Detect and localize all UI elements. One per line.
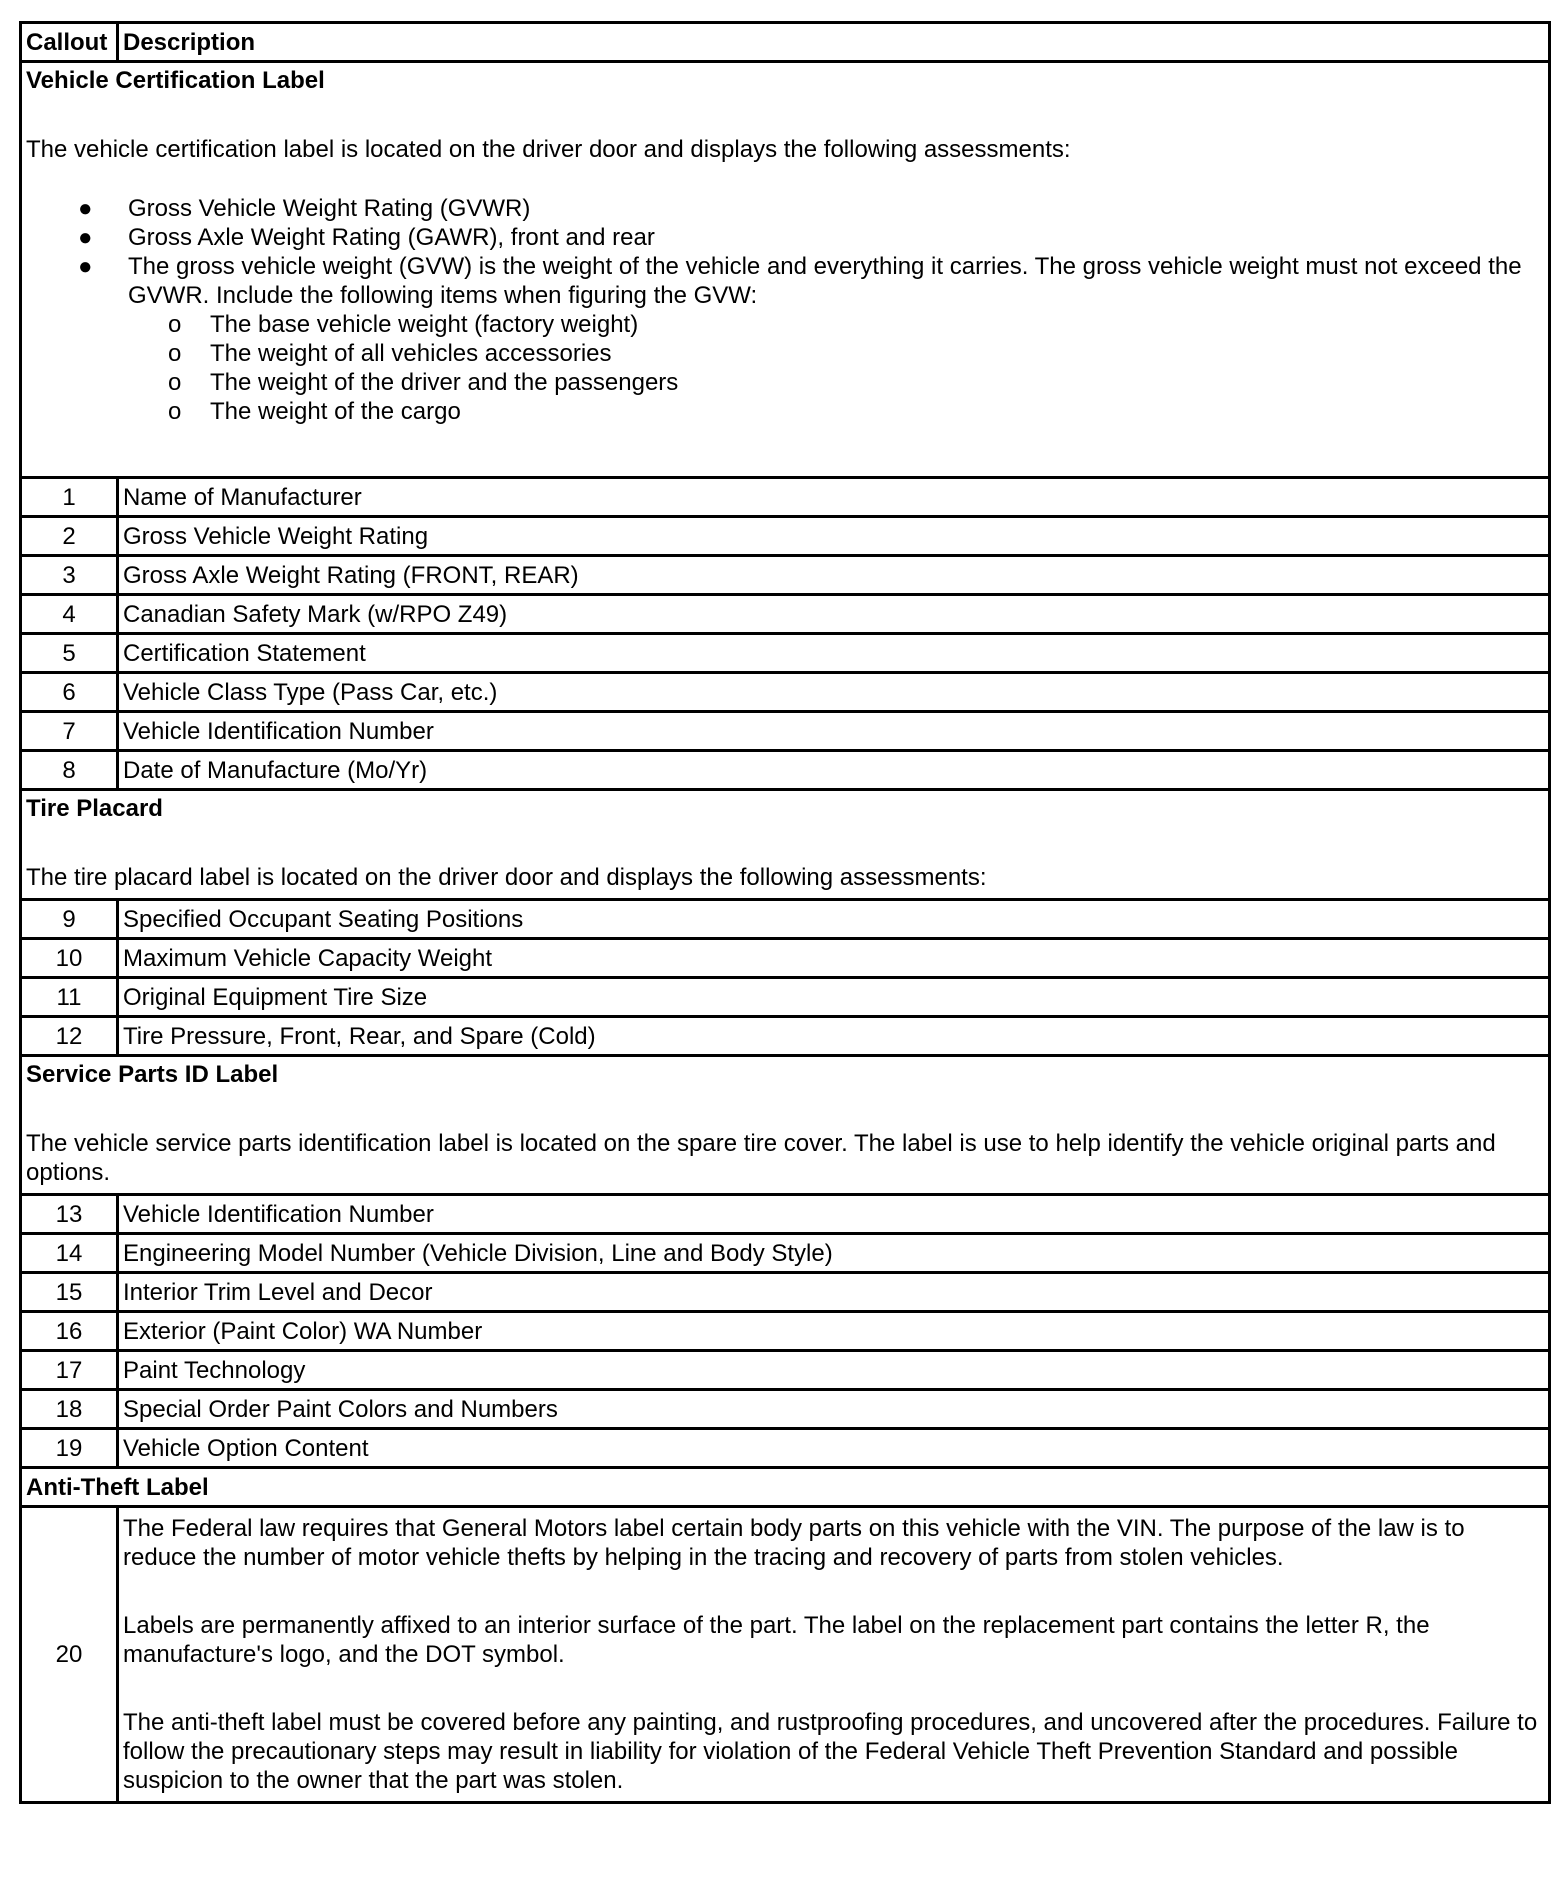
table-row (21, 939, 1550, 978)
section-vehicle-certification (21, 62, 1550, 478)
callout-number: 9 (21, 900, 118, 939)
section-service-parts-id (21, 1056, 1550, 1195)
bullet-icon: ● (78, 195, 93, 222)
table-row (21, 712, 1550, 751)
callout-table (19, 21, 1551, 1804)
table-row (21, 751, 1550, 790)
callout-description (118, 1507, 1550, 1803)
callout-number: 6 (21, 673, 118, 712)
list-item: ● Gross Vehicle Weight Rating (GVWR) (78, 195, 531, 222)
table-row (21, 478, 1550, 517)
callout-description: Tire Pressure, Front, Rear, and Spare (Cold) (118, 1017, 1550, 1056)
callout-number: 14 (21, 1234, 118, 1273)
bullet-icon: ● (78, 224, 93, 251)
anti-theft-paragraph: The anti-theft label must be covered before any painting, and rustproofing procedures, and uncovered after the procedures. Failure to follow the precautionary steps may result in liability for violation of the Federal Vehicle Theft Prevention Standard and possible suspicion to the owner that the part was stolen. (123, 1709, 1538, 1794)
anti-theft-paragraph: The Federal law requires that General Motors label certain body parts on this vehicle with the VIN. The purpose of the law is to reduce the number of motor vehicle thefts by helping in the tracing and recovery of parts from stolen vehicles. (123, 1515, 1465, 1571)
callout-description: Maximum Vehicle Capacity Weight (118, 939, 1550, 978)
section-cell (21, 62, 1550, 478)
section-title: Tire Placard (26, 795, 163, 822)
table-row (21, 1390, 1550, 1429)
callout-number: 13 (21, 1195, 118, 1234)
table-row (21, 595, 1550, 634)
table-row (21, 634, 1550, 673)
table-row (21, 1507, 1550, 1803)
table-row (21, 556, 1550, 595)
callout-number: 10 (21, 939, 118, 978)
header-description: Description (118, 23, 1550, 62)
anti-theft-paragraph: Labels are permanently affixed to an interior surface of the part. The label on the replacement part contains the letter R, the manufacture's logo, and the DOT symbol. (123, 1612, 1430, 1668)
callout-number: 3 (21, 556, 118, 595)
callout-description: Vehicle Option Content (118, 1429, 1550, 1468)
sub-list-item: o The base vehicle weight (factory weight) (168, 311, 639, 338)
table-row (21, 1234, 1550, 1273)
callout-number: 17 (21, 1351, 118, 1390)
callout-description: Paint Technology (118, 1351, 1550, 1390)
callout-description: Exterior (Paint Color) WA Number (118, 1312, 1550, 1351)
table-row (21, 1195, 1550, 1234)
table-row (21, 978, 1550, 1017)
callout-number: 2 (21, 517, 118, 556)
section-cell (21, 790, 1550, 900)
section-cell (21, 1056, 1550, 1195)
list-item: ● The gross vehicle weight (GVW) is the weight of the vehicle and everything it carries. The gross vehicle weight must not exceed the GVWR. Include the following items when figuring the GVW: o The base vehicle weight (factory weight) o The weight of all vehicles accessories o The weight of the driver and the passengers o The weight of the cargo (26, 252, 1544, 426)
section-intro: The vehicle service parts identification label is located on the spare tire cover. The label is use to help identify the vehicle original parts and options. (26, 1130, 1496, 1186)
table-row (21, 1017, 1550, 1056)
callout-number: 11 (21, 978, 118, 1017)
callout-document (19, 21, 1548, 1804)
callout-description: Date of Manufacture (Mo/Yr) (118, 751, 1550, 790)
circle-bullet-icon: o (168, 369, 182, 396)
table-row (21, 900, 1550, 939)
table-row (21, 1312, 1550, 1351)
list-item: ● Gross Axle Weight Rating (GAWR), front and rear (78, 224, 655, 251)
circle-bullet-icon: o (168, 311, 182, 338)
callout-description: Certification Statement (118, 634, 1550, 673)
callout-number: 20 (21, 1507, 118, 1803)
table-row (21, 1351, 1550, 1390)
header-callout: Callout (21, 23, 118, 62)
section-intro: The tire placard label is located on the driver door and displays the following assessments: (26, 864, 987, 891)
callout-description: Name of Manufacturer (118, 478, 1550, 517)
section-title: Anti-Theft Label (21, 1468, 1550, 1507)
table-row (21, 1273, 1550, 1312)
sub-list-item: o The weight of the driver and the passengers (168, 369, 679, 396)
callout-number: 4 (21, 595, 118, 634)
callout-description: Interior Trim Level and Decor (118, 1273, 1550, 1312)
callout-description: Specified Occupant Seating Positions (118, 900, 1550, 939)
circle-bullet-icon: o (168, 398, 182, 425)
section-title: Service Parts ID Label (26, 1061, 279, 1088)
bullet-list (26, 194, 1544, 426)
callout-description: Special Order Paint Colors and Numbers (118, 1390, 1550, 1429)
bullet-icon: ● (78, 253, 93, 280)
callout-number: 15 (21, 1273, 118, 1312)
section-anti-theft (21, 1468, 1550, 1507)
callout-description: Vehicle Class Type (Pass Car, etc.) (118, 673, 1550, 712)
table-row (21, 517, 1550, 556)
sub-list-item: o The weight of all vehicles accessories (168, 340, 612, 367)
section-tire-placard (21, 790, 1550, 900)
sub-bullet-list (128, 310, 1544, 426)
table-header-row (21, 23, 1550, 62)
callout-description: Gross Axle Weight Rating (FRONT, REAR) (118, 556, 1550, 595)
callout-description: Gross Vehicle Weight Rating (118, 517, 1550, 556)
table-row (21, 673, 1550, 712)
callout-number: 12 (21, 1017, 118, 1056)
callout-number: 8 (21, 751, 118, 790)
callout-number: 1 (21, 478, 118, 517)
sub-list-item: o The weight of the cargo (168, 398, 461, 425)
callout-number: 16 (21, 1312, 118, 1351)
callout-description: Vehicle Identification Number (118, 712, 1550, 751)
callout-number: 5 (21, 634, 118, 673)
callout-description: Engineering Model Number (Vehicle Division, Line and Body Style) (118, 1234, 1550, 1273)
callout-number: 19 (21, 1429, 118, 1468)
section-title: Vehicle Certification Label (26, 67, 325, 94)
table-row (21, 1429, 1550, 1468)
callout-description: Original Equipment Tire Size (118, 978, 1550, 1017)
callout-description: Vehicle Identification Number (118, 1195, 1550, 1234)
circle-bullet-icon: o (168, 340, 182, 367)
callout-number: 18 (21, 1390, 118, 1429)
section-intro: The vehicle certification label is located on the driver door and displays the following assessments: (26, 136, 1071, 163)
callout-number: 7 (21, 712, 118, 751)
callout-description: Canadian Safety Mark (w/RPO Z49) (118, 595, 1550, 634)
